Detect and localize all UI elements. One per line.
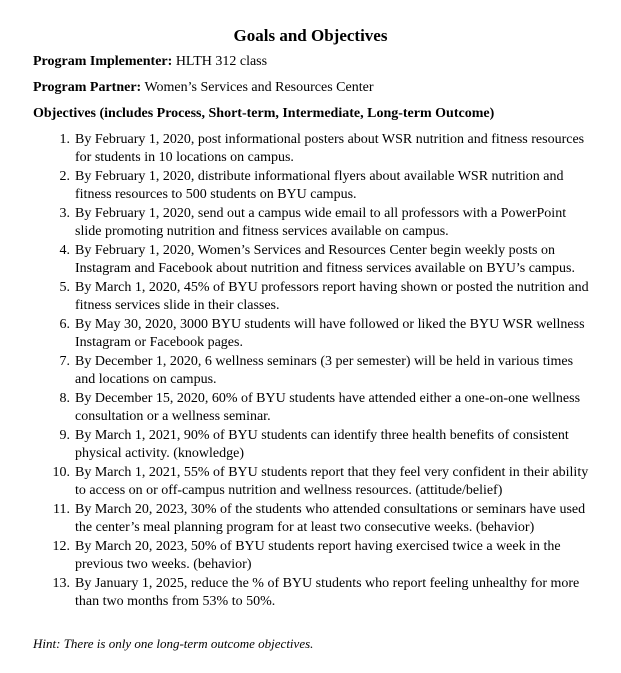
objective-item <box>0 538 621 574</box>
objective-number: 8. <box>59 391 70 406</box>
objective-item <box>0 427 621 463</box>
objective-text: By February 1, 2020, post informational posters about WSR nutrition and fitness resources for students in 10 locations on campus. <box>75 132 585 165</box>
objective-text: By February 1, 2020, distribute informational flyers about available WSR nutrition and fitness resources to 500 students on BYU campus. <box>75 169 564 202</box>
hint-note: Hint: There is only one long-term outcome objectives. <box>33 636 314 651</box>
program-implementer-label: Program Implementer: <box>33 54 173 69</box>
objective-text: By December 15, 2020, 60% of BYU students have attended either a one-on-one wellness consultation or a wellness seminar. <box>75 391 581 424</box>
objective-number: 13. <box>52 576 70 591</box>
objective-text: By December 1, 2020, 6 wellness seminars (3 per semester) will be held in various times and locations on campus. <box>75 354 574 387</box>
objective-number: 10. <box>52 465 70 480</box>
objective-text: By March 20, 2023, 50% of BYU students report having exercised twice a week in the previous two weeks. (behavior) <box>75 539 561 572</box>
objective-number: 11. <box>53 502 70 517</box>
objectives-heading: Objectives (includes Process, Short-term, Intermediate, Long-term Outcome) <box>33 106 495 121</box>
objective-number: 6. <box>59 317 70 332</box>
objective-item <box>0 279 621 315</box>
objective-item <box>0 242 621 278</box>
objective-item <box>0 575 621 611</box>
objective-number: 7. <box>59 354 70 369</box>
program-implementer-value: HLTH 312 class <box>172 54 268 69</box>
page-title: Goals and Objectives <box>233 26 388 45</box>
objective-number: 1. <box>59 132 70 147</box>
objectives-list <box>0 131 621 612</box>
objective-text: By May 30, 2020, 3000 BYU students will have followed or liked the BYU WSR wellness Instagram or Facebook pages. <box>75 317 585 350</box>
objective-number: 3. <box>59 206 70 221</box>
objective-item <box>0 316 621 352</box>
program-partner-label: Program Partner: <box>33 80 142 95</box>
objective-number: 5. <box>59 280 70 295</box>
objective-text: By March 1, 2021, 55% of BYU students report that they feel very confident in their ability to access on or off-campus nutrition and wellness resources. (attitude/belief) <box>75 465 589 498</box>
objective-text: By February 1, 2020, send out a campus wide email to all professors with a PowerPoint slide promoting nutrition and fitness services available on campus. <box>75 206 567 239</box>
objective-item <box>0 353 621 389</box>
program-partner-line <box>33 79 373 96</box>
objective-text: By January 1, 2025, reduce the % of BYU students who report feeling unhealthy for more than two months from 53% to 50%. <box>75 576 580 609</box>
program-implementer-line <box>33 53 267 70</box>
objective-number: 9. <box>59 428 70 443</box>
objective-item <box>0 464 621 500</box>
objective-number: 2. <box>59 169 70 184</box>
objective-number: 12. <box>52 539 70 554</box>
objective-text: By March 1, 2021, 90% of BYU students can identify three health benefits of consistent physical activity. (knowledge) <box>75 428 569 461</box>
objective-text: By February 1, 2020, Women’s Services and Resources Center begin weekly posts on Instagram and Facebook about nutrition and fitness services available on BYU’s campus. <box>75 243 575 276</box>
objective-item <box>0 205 621 241</box>
objective-text: By March 1, 2020, 45% of BYU professors report having shown or posted the nutrition and fitness services slide in their classes. <box>75 280 589 313</box>
objective-item <box>0 131 621 167</box>
program-partner-value: Women’s Services and Resources Center <box>141 80 374 95</box>
objective-item <box>0 501 621 537</box>
objective-item <box>0 390 621 426</box>
objective-text: By March 20, 2023, 30% of the students who attended consultations or seminars have used the center’s meal planning program for at least two consecutive weeks. (behavior) <box>75 502 586 535</box>
objective-number: 4. <box>59 243 70 258</box>
objective-item <box>0 168 621 204</box>
